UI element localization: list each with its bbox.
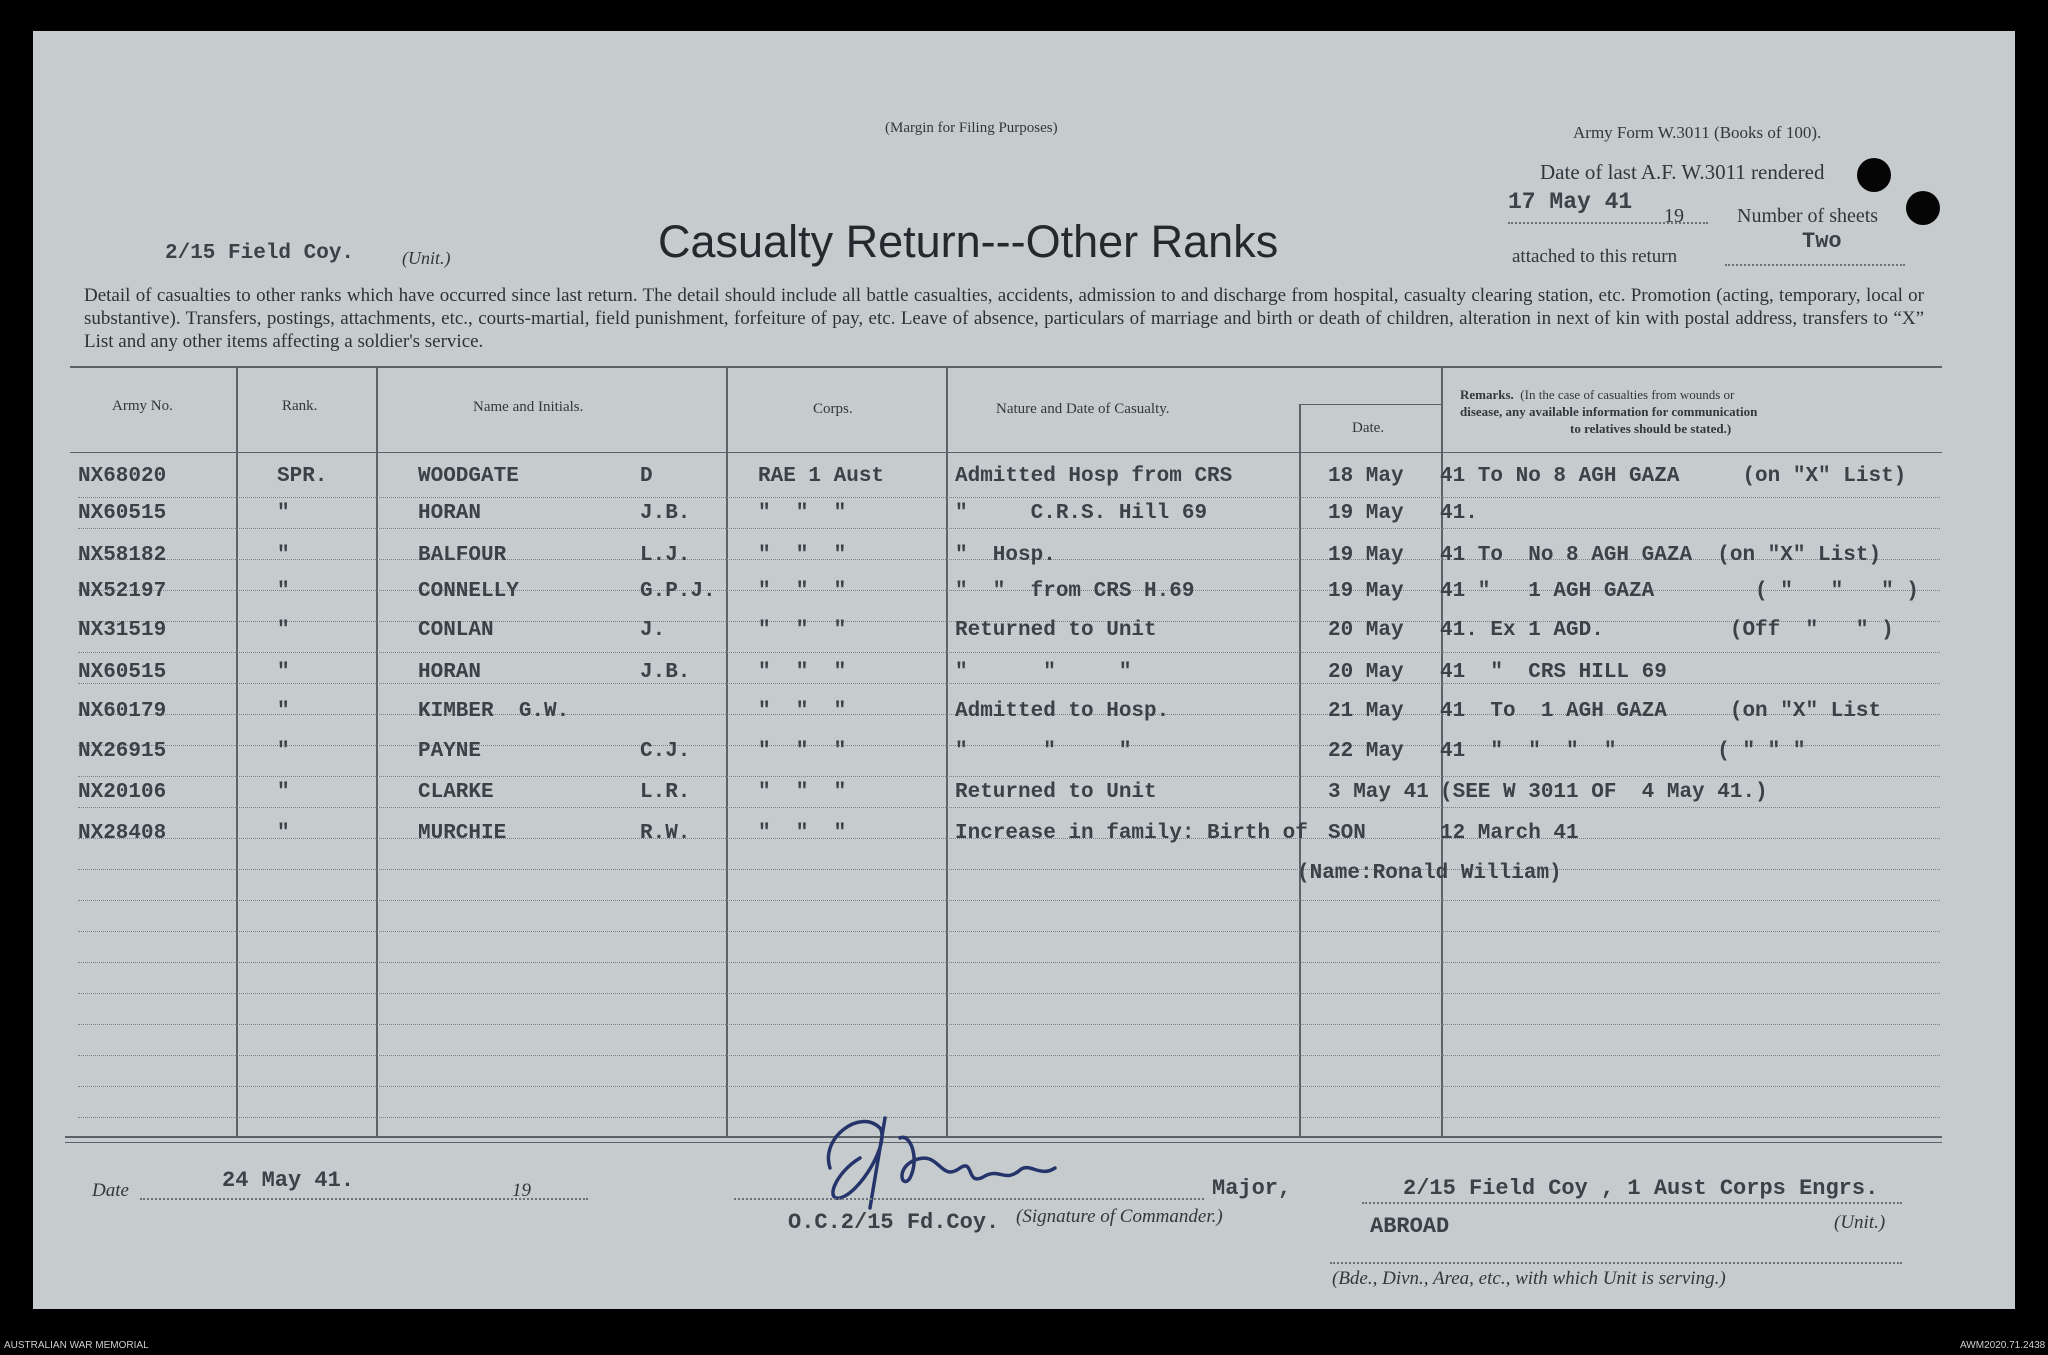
last-return-label: Date of last A.F. W.3011 rendered <box>1540 160 1825 184</box>
ruled-line <box>78 652 1940 653</box>
commander-signature <box>790 1098 1090 1218</box>
cell-nature: Returned to Unit <box>955 781 1157 804</box>
ruled-line <box>78 1055 1940 1056</box>
cell-initials: R.W. <box>640 822 691 845</box>
cell-rank: " <box>277 781 290 804</box>
cell-date: 19 May <box>1328 544 1404 567</box>
service-line <box>1330 1262 1902 1264</box>
ruled-line <box>78 993 1940 994</box>
cell-army-no: NX31519 <box>78 619 167 642</box>
signoff-abroad: ABROAD <box>1370 1214 1450 1239</box>
cell-army-no: NX58182 <box>78 544 167 567</box>
page-title: Casualty Return---Other Ranks <box>658 216 1279 267</box>
cell-corps: " " " <box>758 700 847 723</box>
cell-corps: " " " <box>758 740 847 763</box>
col-divider <box>726 366 728 1136</box>
cell-nature: " " from CRS H.69 <box>955 580 1195 603</box>
cell-rank: " <box>277 580 290 603</box>
sheets-label: Number of sheets <box>1737 205 1879 227</box>
continuation-note: (Name:Ronald William) <box>1297 862 1562 885</box>
cell-nature: " Hosp. <box>955 544 1056 567</box>
cell-name: HORAN <box>418 502 482 525</box>
cell-corps: " " " <box>758 544 847 567</box>
last-return-year: 19 <box>1664 205 1684 227</box>
ruled-line <box>78 1024 1940 1025</box>
cell-army-no: NX60515 <box>78 502 167 525</box>
cell-army-no: NX26915 <box>78 740 167 763</box>
last-return-date-line <box>1508 222 1708 224</box>
header-army-no: Army No. <box>112 398 173 414</box>
ruled-line <box>78 497 1940 498</box>
cell-remarks: 41 " CRS HILL 69 <box>1440 661 1667 684</box>
attached-label: attached to this return <box>1512 246 1678 267</box>
cell-corps: " " " <box>758 502 847 525</box>
signoff-year: 19 <box>512 1180 531 1201</box>
ruled-line <box>78 528 1940 529</box>
cell-nature: " " " <box>955 661 1132 684</box>
col-divider <box>946 366 948 1136</box>
cell-remarks: 41 " " " " ( " " " <box>1440 740 1806 763</box>
cell-nature: " C.R.S. Hill 69 <box>955 502 1208 525</box>
cell-rank: SPR. <box>277 465 328 488</box>
header-remarks-note: to relatives should be stated.) <box>1570 421 1732 436</box>
cell-corps: " " " <box>758 781 847 804</box>
cell-rank: " <box>277 661 290 684</box>
footer-left: AUSTRALIAN WAR MEMORIAL <box>4 1340 149 1351</box>
cell-date: 3 May 41 <box>1328 781 1429 804</box>
cell-nature: " " " <box>955 740 1132 763</box>
ruled-line <box>78 900 1940 901</box>
cell-rank: " <box>277 502 290 525</box>
signoff-unit-line <box>1362 1202 1902 1204</box>
cell-army-no: NX28408 <box>78 822 167 845</box>
cell-initials: L.R. <box>640 781 691 804</box>
service-label: (Bde., Divn., Area, etc., with which Unit is serving.) <box>1332 1268 1726 1289</box>
cell-remarks: 41 To No 8 AGH GAZA (on "X" List) <box>1440 544 1882 567</box>
cell-rank: " <box>277 544 290 567</box>
punch-hole <box>1857 158 1891 192</box>
instructions: Detail of casualties to other ranks which have occurred since last return. The detail should include all battle casualties, accidents, admission to and discharge from hospital, casualty clearing station, etc. Promotion (acting, temporary, local or substantive). Transfers, postings, attachments, etc., courts-martial, field punishment, forfeiture of pay, etc. Leave of absence, particulars of marriage and birth or death of children, alteration in next of kin with postal address, transfers to “X” List and any other items affecting a soldier's service. <box>84 285 1924 352</box>
cell-date: SON <box>1328 822 1366 845</box>
cell-name: PAYNE <box>418 740 482 763</box>
cell-corps: " " " <box>758 822 847 845</box>
signer-rank: Major, <box>1212 1176 1292 1201</box>
cell-date: 18 May <box>1328 465 1404 488</box>
signoff-unit-label: (Unit.) <box>1834 1212 1886 1233</box>
cell-initials: D <box>640 465 653 488</box>
cell-name: BALFOUR <box>418 544 507 567</box>
header-date: Date. <box>1352 420 1385 436</box>
cell-corps: " " " <box>758 661 847 684</box>
header-corps: Corps. <box>813 401 853 417</box>
cell-initials: C.J. <box>640 740 691 763</box>
col-divider <box>376 366 378 1136</box>
header-rank: Rank. <box>282 398 318 414</box>
cell-remarks: 41. <box>1440 502 1478 525</box>
cell-initials: L.J. <box>640 544 691 567</box>
cell-rank: " <box>277 700 290 723</box>
cell-rank: " <box>277 822 290 845</box>
cell-nature: Admitted to Hosp. <box>955 700 1170 723</box>
cell-nature: Admitted Hosp from CRS <box>955 465 1233 488</box>
last-return-date: 17 May 41 <box>1508 189 1633 215</box>
ruled-line <box>78 776 1940 777</box>
signoff-date-label: Date <box>92 1180 129 1201</box>
cell-initials: G.P.J. <box>640 580 716 603</box>
punch-hole <box>1906 191 1940 225</box>
ruled-line <box>78 807 1940 808</box>
cell-rank: " <box>277 740 290 763</box>
col-divider <box>236 366 238 1136</box>
signoff-date-value: 24 May 41. <box>222 1168 355 1193</box>
cell-remarks: 41 To No 8 AGH GAZA (on "X" List) <box>1440 465 1907 488</box>
table-header-bottom <box>70 452 1942 453</box>
cell-army-no: NX20106 <box>78 781 167 804</box>
cell-corps: RAE 1 Aust <box>758 465 885 488</box>
signature-caption: (Signature of Commander.) <box>1016 1206 1223 1227</box>
cell-remarks: 41 " 1 AGH GAZA ( " " " ) <box>1440 580 1919 603</box>
cell-remarks: 41 To 1 AGH GAZA (on "X" List <box>1440 700 1882 723</box>
cell-corps: " " " <box>758 580 847 603</box>
unit-typed: 2/15 Field Coy. <box>165 242 355 265</box>
header-remarks-note: (In the case of casualties from wounds or <box>1520 387 1735 402</box>
cell-name: CLARKE <box>418 781 494 804</box>
cell-name: WOODGATE <box>418 465 519 488</box>
cell-date: 22 May <box>1328 740 1404 763</box>
form-number: Army Form W.3011 (Books of 100). <box>1573 123 1822 142</box>
cell-name: KIMBER G.W. <box>418 700 570 723</box>
cell-army-no: NX68020 <box>78 465 167 488</box>
cell-army-no: NX60515 <box>78 661 167 684</box>
unit-label: (Unit.) <box>402 248 451 268</box>
cell-date: 19 May <box>1328 502 1404 525</box>
cell-corps: " " " <box>758 619 847 642</box>
margin-note: (Margin for Filing Purposes) <box>885 120 1058 136</box>
cell-initials: J.B. <box>640 661 691 684</box>
cell-name: CONLAN <box>418 619 494 642</box>
signoff-unit: 2/15 Field Coy , 1 Aust Corps Engrs. <box>1403 1176 1879 1201</box>
cell-name: HORAN <box>418 661 482 684</box>
ruled-line <box>78 962 1940 963</box>
sheets-count-line <box>1725 264 1905 266</box>
footer-right: AWM2020.71.2438 <box>1960 1340 2046 1351</box>
cell-remarks: (SEE W 3011 OF 4 May 41.) <box>1440 781 1768 804</box>
cell-army-no: NX52197 <box>78 580 167 603</box>
header-remarks-title: Remarks. <box>1460 387 1514 402</box>
signer-typed: O.C.2/15 Fd.Coy. <box>788 1210 1000 1235</box>
cell-remarks: 41. Ex 1 AGD. (Off " " ) <box>1440 619 1894 642</box>
table-top-border <box>70 366 1942 368</box>
col-divider <box>1299 404 1301 1136</box>
header-name: Name and Initials. <box>473 399 584 415</box>
cell-date: 20 May <box>1328 661 1404 684</box>
header-remarks-note: disease, any available information for communication <box>1460 404 1758 419</box>
sheets-count: Two <box>1802 229 1842 254</box>
ruled-line <box>78 1086 1940 1087</box>
ruled-line <box>78 869 1940 870</box>
cell-initials: J. <box>640 619 666 642</box>
cell-date: 19 May <box>1328 580 1404 603</box>
cell-nature: Returned to Unit <box>955 619 1157 642</box>
cell-initials: J.B. <box>640 502 691 525</box>
signature-line <box>734 1198 1204 1200</box>
cell-remarks: 12 March 41 <box>1440 822 1579 845</box>
cell-date: 21 May <box>1328 700 1404 723</box>
ruled-line <box>78 931 1940 932</box>
cell-rank: " <box>277 619 290 642</box>
cell-army-no: NX60179 <box>78 700 167 723</box>
cell-name: CONNELLY <box>418 580 519 603</box>
cell-name: MURCHIE <box>418 822 507 845</box>
cell-nature: Increase in family: Birth of <box>955 822 1308 845</box>
date-subheader-line <box>1299 404 1441 405</box>
header-remarks <box>1460 386 1757 437</box>
cell-date: 20 May <box>1328 619 1404 642</box>
header-nature: Nature and Date of Casualty. <box>996 401 1170 417</box>
